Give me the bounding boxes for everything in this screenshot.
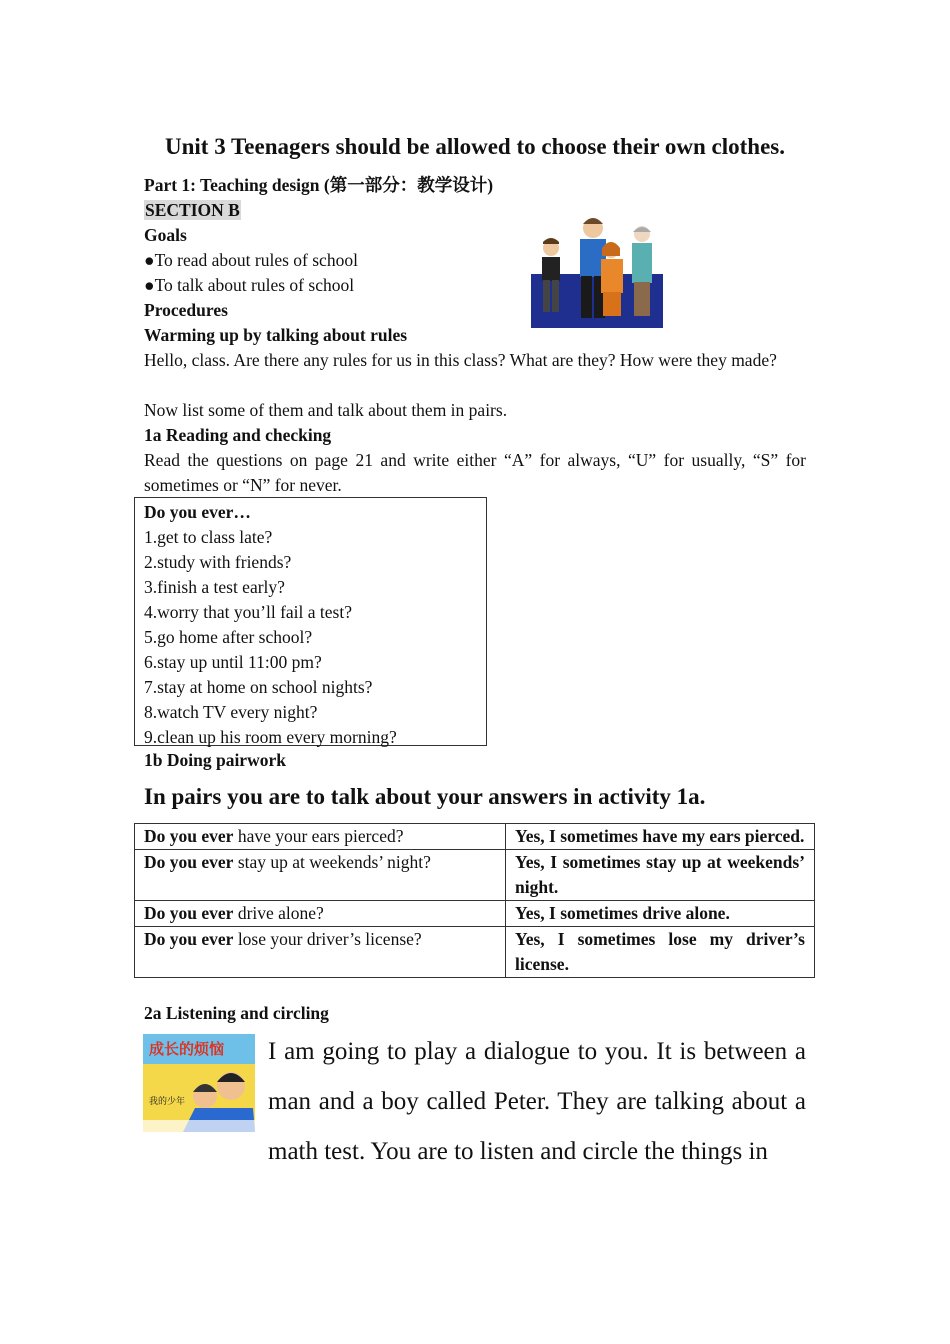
- activity-1a-heading: 1a Reading and checking: [144, 425, 332, 445]
- table-row: [135, 901, 815, 927]
- question-cell: [135, 850, 506, 901]
- question-lead: Do you ever: [144, 929, 234, 949]
- question-rest: stay up at weekends’ night?: [233, 852, 431, 872]
- answer-cell: Yes, I sometimes have my ears pierced.: [506, 824, 815, 850]
- family-illustration: [531, 210, 663, 328]
- question-item: 4.worry that you’ll fail a test?: [144, 602, 352, 622]
- listening-text: I am going to play a dialogue to you. It is between a man and a boy called Peter. They are talking about a math test. You are to listen and circle the things in: [268, 1038, 806, 1165]
- question-cell: [135, 901, 506, 927]
- document-title: Unit 3 Teenagers should be allowed to choose their own clothes.: [165, 134, 785, 159]
- section-label: [144, 198, 241, 223]
- pairs-instruction: In pairs you are to talk about your answers in activity 1a.: [144, 784, 706, 809]
- question-item: 3.finish a test early?: [144, 577, 285, 597]
- question-lead: Do you ever: [144, 826, 234, 846]
- question-rest: lose your driver’s license?: [233, 929, 422, 949]
- section-label-text: SECTION B: [145, 200, 240, 220]
- question-item: 6.stay up until 11:00 pm?: [144, 652, 322, 672]
- procedures-heading: Procedures: [144, 300, 228, 320]
- question-rest: have your ears pierced?: [233, 826, 404, 846]
- question-lead: Do you ever: [144, 903, 234, 923]
- answer-cell: Yes, I sometimes drive alone.: [506, 901, 815, 927]
- warmup-text: Hello, class. Are there any rules for us in this class? What are they? How were they made?: [144, 350, 777, 370]
- question-item: 5.go home after school?: [144, 627, 313, 647]
- question-item: 9.clean up his room every morning?: [144, 727, 397, 747]
- question-box-heading: Do you ever…: [144, 502, 251, 522]
- goal-item: ●To read about rules of school: [144, 250, 358, 270]
- question-cell: [135, 824, 506, 850]
- pairs-table: [134, 823, 815, 978]
- question-item: 8.watch TV every night?: [144, 702, 318, 722]
- question-item: 7.stay at home on school nights?: [144, 677, 373, 697]
- activity-1b-heading: 1b Doing pairwork: [144, 750, 286, 770]
- question-rest: drive alone?: [233, 903, 324, 923]
- activity-2a-heading: 2a Listening and circling: [144, 1003, 329, 1023]
- question-lead: Do you ever: [144, 852, 234, 872]
- table-row: [135, 850, 815, 901]
- book-cover-image: [143, 1034, 255, 1132]
- goal-item: ●To talk about rules of school: [144, 275, 355, 295]
- goals-heading: Goals: [144, 225, 187, 245]
- question-item: 1.get to class late?: [144, 527, 273, 547]
- table-row: [135, 824, 815, 850]
- question-box: [134, 497, 487, 746]
- book-cover-title: 成长的烦恼: [149, 1040, 225, 1058]
- part-heading: Part 1: Teaching design (第一部分：教学设计): [144, 175, 494, 195]
- activity-1a-text: Read the questions on page 21 and write either “A” for always, “U” for usually, “S” for sometimes or “N” for never.: [144, 450, 806, 495]
- question-item: 2.study with friends?: [144, 552, 292, 572]
- table-row: [135, 927, 815, 978]
- answer-cell: Yes, I sometimes lose my driver’s license.: [506, 927, 815, 978]
- warmup-heading: Warming up by talking about rules: [144, 325, 408, 345]
- question-cell: [135, 927, 506, 978]
- warmup-text-2: Now list some of them and talk about them in pairs.: [144, 400, 508, 420]
- answer-cell: Yes, I sometimes stay up at weekends’ night.: [506, 850, 815, 901]
- book-cover-subtitle: 我的少年: [149, 1097, 186, 1107]
